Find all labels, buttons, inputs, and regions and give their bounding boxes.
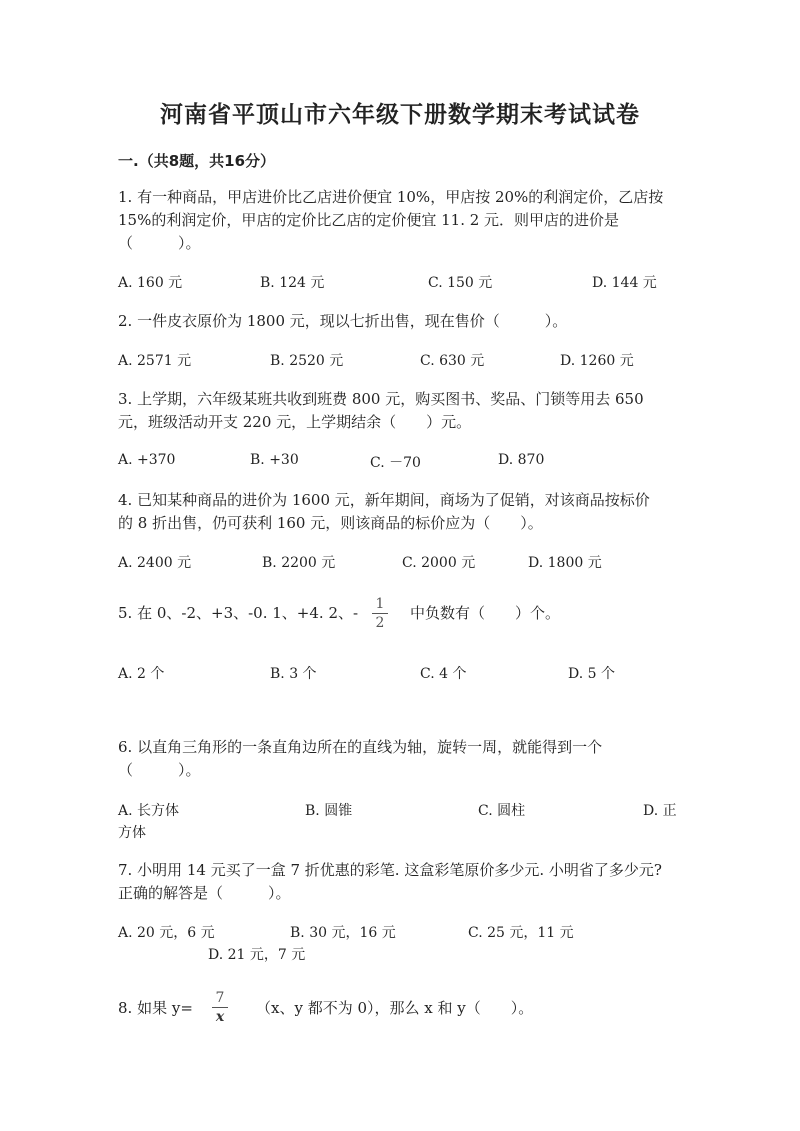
page-title: 河南省平顶山市六年级下册数学期末考试试卷 [160, 102, 640, 128]
question-3-line-2: 元，班级活动开支 220 元，上学期结余（ ）元。 [118, 413, 472, 431]
question-1-line-1: 1. 有一种商品，甲店进价比乙店进价便宜 10%，甲店按 20%的利润定价，乙店按 [118, 188, 664, 206]
question-7-line-2: 正确的解答是（ ）。 [118, 884, 291, 902]
fraction-one-half [372, 596, 388, 631]
question-6-option-d-continued: 方体 [118, 825, 146, 841]
question-6-option-b: B. 圆锥 [305, 803, 353, 819]
question-5-option-b: B. 3 个 [270, 666, 317, 682]
question-4-line-1: 4. 已知某种商品的进价为 1600 元，新年期间，商场为了促销，对该商品按标价 [118, 491, 650, 509]
question-6-line-1: 6. 以直角三角形的一条直角边所在的直线为轴，旋转一周，就能得到一个 [118, 738, 603, 756]
fraction-denominator: x [215, 1009, 225, 1025]
question-5-option-c: C. 4 个 [420, 666, 467, 682]
question-5-text-after: 中负数有（ ）个。 [410, 604, 561, 622]
question-3-option-d: D. 870 [498, 452, 545, 468]
question-2-option-d: D. 1260 元 [560, 353, 634, 369]
question-3-option-a: A. +370 [118, 452, 176, 468]
question-1-option-d: D. 144 元 [592, 275, 657, 291]
question-1-line-3: （ ）。 [118, 234, 201, 252]
question-6-option-c: C. 圆柱 [478, 803, 526, 819]
fraction-seven-over-x [212, 990, 228, 1025]
fraction-numerator: 7 [215, 990, 225, 1006]
fraction-bar [212, 1007, 228, 1008]
question-5-option-a: A. 2 个 [118, 666, 165, 682]
question-2-line-1: 2. 一件皮衣原价为 1800 元，现以七折出售，现在售价（ ）。 [118, 312, 568, 330]
section-heading: 一.（共8题，共16分） [118, 152, 276, 170]
question-3-option-b: B. +30 [250, 452, 299, 468]
question-3-option-c: C. －70 [370, 455, 421, 471]
question-7-option-b: B. 30 元，16 元 [290, 925, 396, 941]
fraction-denominator: 2 [375, 615, 385, 631]
question-6-option-a: A. 长方体 [118, 803, 180, 819]
question-1-line-2: 15%的利润定价，甲店的定价比乙店的定价便宜 11. 2 元．则甲店的进价是 [118, 211, 620, 229]
question-7-line-1: 7. 小明用 14 元买了一盒 7 折优惠的彩笔. 这盒彩笔原价多少元. 小明省了多少元? [118, 861, 662, 879]
question-2-option-a: A. 2571 元 [118, 353, 192, 369]
question-3-line-1: 3. 上学期，六年级某班共收到班费 800 元，购买图书、奖品、门锁等用去 650 [118, 390, 644, 408]
question-1-option-c: C. 150 元 [428, 275, 493, 291]
question-7-option-d: D. 21 元，7 元 [208, 947, 306, 963]
question-5-option-d: D. 5 个 [568, 666, 615, 682]
question-7-option-a: A. 20 元，6 元 [118, 925, 215, 941]
question-5-text-before: 5. 在 0、-2、+3、-0. 1、+4. 2、- [118, 604, 359, 622]
question-6-line-2: （ ）。 [118, 761, 201, 779]
question-4-line-2: 的 8 折出售，仍可获利 160 元，则该商品的标价应为（ ）。 [118, 514, 543, 532]
question-4-option-a: A. 2400 元 [118, 555, 192, 571]
question-4-option-b: B. 2200 元 [262, 555, 336, 571]
question-2-option-c: C. 630 元 [420, 353, 485, 369]
question-7-option-c: C. 25 元，11 元 [468, 925, 574, 941]
question-2-option-b: B. 2520 元 [270, 353, 344, 369]
question-4-option-d: D. 1800 元 [528, 555, 602, 571]
question-1-option-a: A. 160 元 [118, 275, 183, 291]
question-4-option-c: C. 2000 元 [402, 555, 476, 571]
question-6-option-d: D. 正 [643, 803, 677, 819]
question-8-text-before: 8. 如果 y= [118, 999, 193, 1017]
fraction-bar [372, 613, 388, 614]
question-1-option-b: B. 124 元 [260, 275, 325, 291]
fraction-numerator: 1 [375, 596, 385, 612]
question-8-text-after: （x、y 都不为 0），那么 x 和 y（ ）。 [256, 999, 534, 1017]
